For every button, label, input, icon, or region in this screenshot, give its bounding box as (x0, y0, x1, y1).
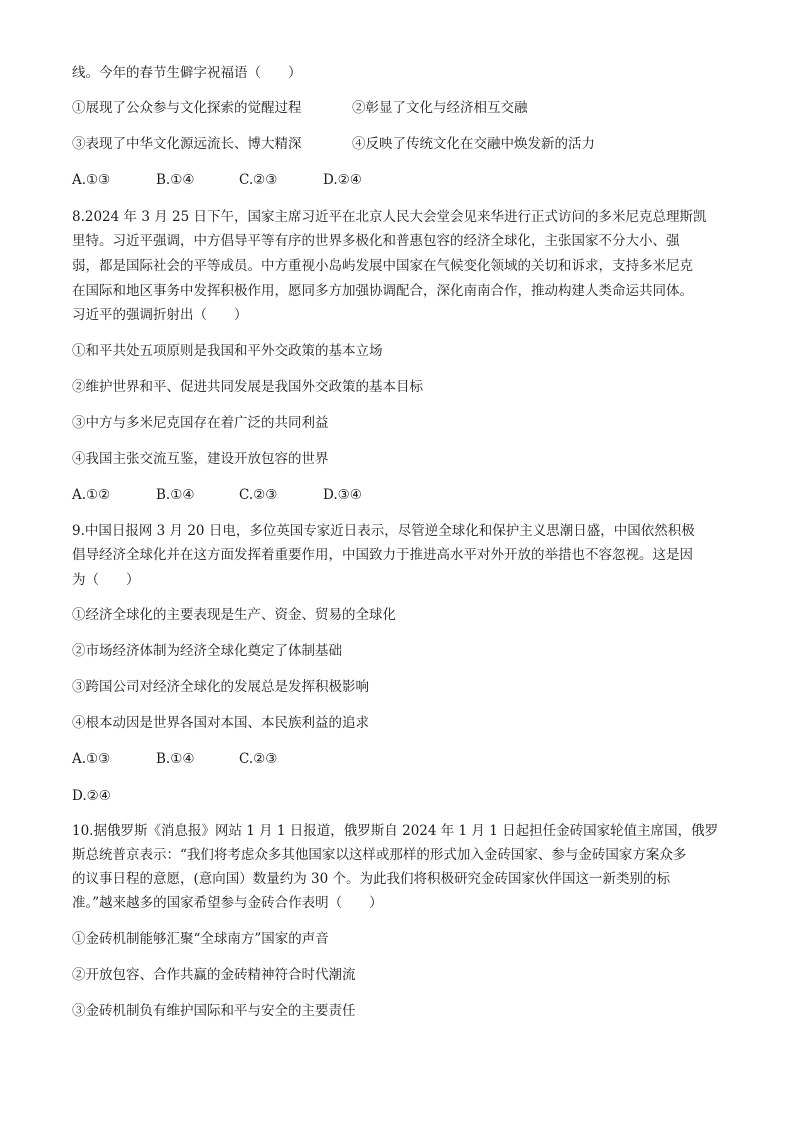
q7-choice-d: D.②④ (323, 172, 362, 188)
q9-stem-line-3: 为（ ） (72, 572, 140, 588)
q8-stem-line-4: 在国际和地区事务中发挥积极作用，愿同多方加强协调配合，深化南南合作，推动构建人类命运共同体。 (72, 283, 693, 299)
q9-choice-a: A.①③ (72, 751, 111, 767)
q10-stem-line-3: 的议事日程的意愿，(意向国）数量约为 30 个。为此我们将积极研究金砖国家伙伴国这一新类别的标 (72, 871, 671, 887)
q9-stem-line-1: 9.中国日报网 3 月 20 日电，多位英国专家近日表示，尽管逆全球化和保护主义思潮日盛，中国依然积极 (72, 523, 695, 539)
q10-stem-line-4: 准。”越来越多的国家希望参与金砖合作表明（ ） (72, 895, 383, 911)
q8-choice-d: D.③④ (323, 487, 362, 503)
q7-item-2: ②彰显了文化与经济相互交融 (352, 100, 528, 116)
q9-item-4: ④根本动因是世界各国对本国、本民族利益的追求 (72, 715, 369, 731)
q7-choice-b: B.①④ (156, 172, 195, 188)
q7-item-4: ④反映了传统文化在交融中焕发新的活力 (352, 136, 595, 152)
q8-choice-c: C.②③ (239, 487, 278, 503)
q8-choice-b: B.①④ (156, 487, 195, 503)
q8-stem-line-1: 8.2024 年 3 月 25 日下午，国家主席习近平在北京人民大会堂会见来华进行正式访问的多米尼克总理斯凯 (72, 209, 707, 225)
q8-stem-line-2: 里特。习近平强调，中方倡导平等有序的世界多极化和普惠包容的经济全球化，主张国家不分大小、强 (72, 233, 680, 249)
q8-item-1: ①和平共处五项原则是我国和平外交政策的基本立场 (72, 343, 383, 359)
q10-item-1: ①金砖机制能够汇聚“全球南方”国家的声音 (72, 931, 329, 947)
q8-item-3: ③中方与多米尼克国存在着广泛的共同利益 (72, 415, 329, 431)
q9-item-2: ②市场经济体制为经济全球化奠定了体制基础 (72, 643, 342, 659)
q7-stem-tail: 线。今年的春节生僻字祝福语（ ） (72, 65, 302, 81)
q10-stem-line-1: 10.据俄罗斯《消息报》网站 1 月 1 日报道，俄罗斯自 2024 年 1 月 1 日起担任金砖国家轮值主席国，俄罗 (72, 823, 719, 839)
q8-item-4: ④我国主张交流互鉴，建设开放包容的世界 (72, 451, 329, 467)
q7-choice-c: C.②③ (239, 172, 278, 188)
q7-item-3: ③表现了中华文化源远流长、博大精深 (72, 136, 302, 152)
q9-choice-b: B.①④ (156, 751, 195, 767)
q7-choice-a: A.①③ (72, 172, 111, 188)
q9-stem-line-2: 倡导经济全球化并在这方面发挥着重要作用，中国致力于推进高水平对外开放的举措也不容忽视。这是因 (72, 547, 693, 563)
q8-choice-a: A.①② (72, 487, 111, 503)
q10-item-2: ②开放包容、合作共赢的金砖精神符合时代潮流 (72, 967, 356, 983)
q10-item-3: ③金砖机制负有维护国际和平与安全的主要责任 (72, 1003, 356, 1019)
q8-stem-line-3: 弱，都是国际社会的平等成员。中方重视小岛屿发展中国家在气候变化领域的关切和诉求，支持多米尼克 (72, 258, 693, 274)
q8-item-2: ②维护世界和平、促进共同发展是我国外交政策的基本目标 (72, 379, 423, 395)
q9-item-3: ③跨国公司对经济全球化的发展总是发挥积极影响 (72, 679, 369, 695)
q10-stem-line-2: 斯总统普京表示：“我们将考虑众多其他国家以这样或那样的形式加入金砖国家、参与金砖国家方案众多 (72, 847, 687, 863)
q9-choice-c: C.②③ (239, 751, 278, 767)
q8-stem-line-5: 习近平的强调折射出（ ） (72, 307, 248, 323)
q9-item-1: ①经济全球化的主要表现是生产、资金、贸易的全球化 (72, 607, 396, 623)
q7-item-1: ①展现了公众参与文化探索的觉醒过程 (72, 100, 302, 116)
q9-choice-d: D.②④ (72, 788, 111, 804)
